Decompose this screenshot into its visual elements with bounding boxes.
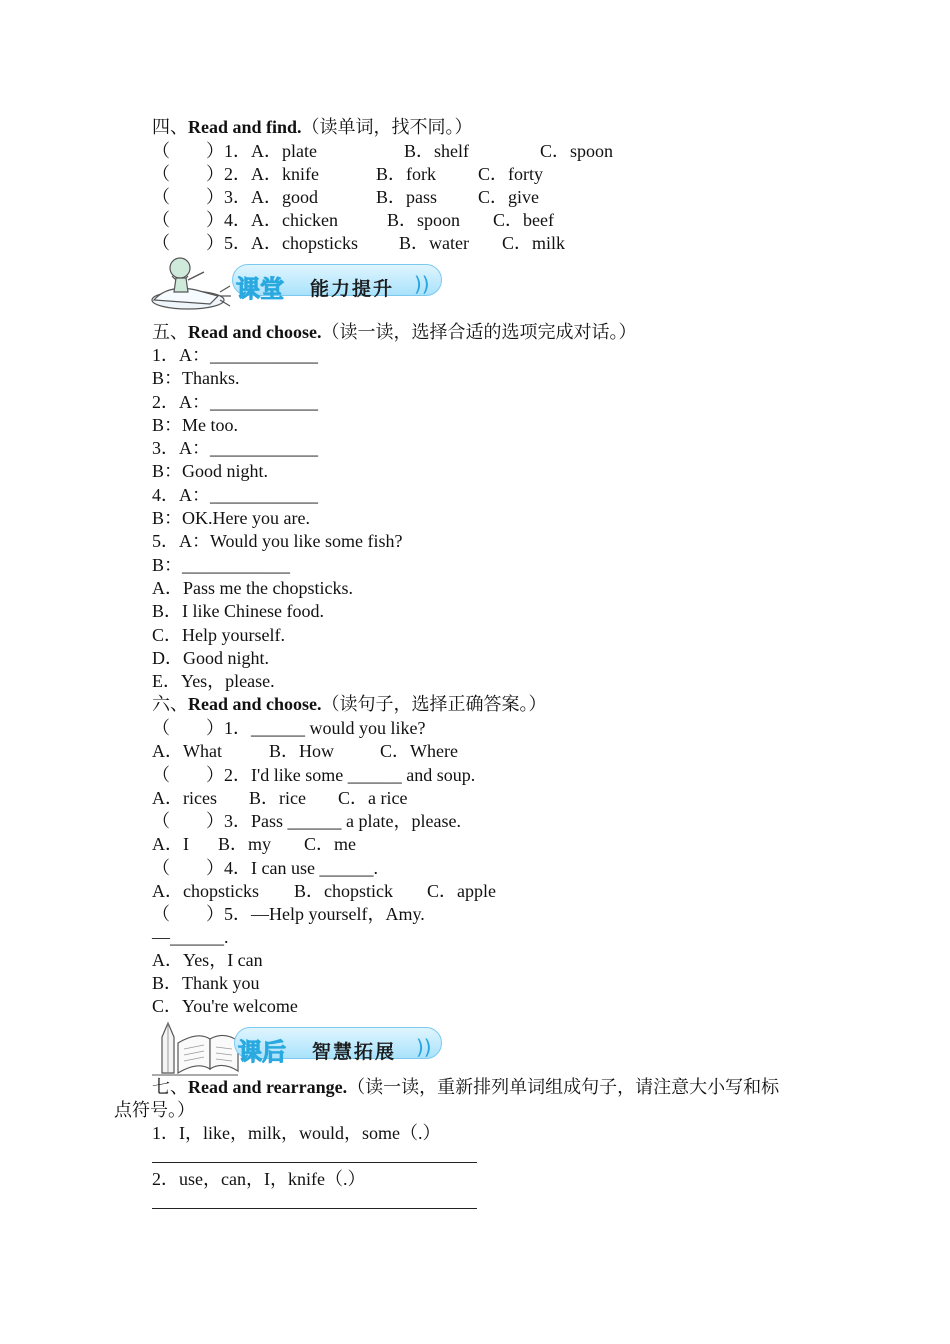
s4-row-option-c: C．spoon [540, 141, 614, 161]
section-number: 五、 [152, 322, 188, 342]
option-c: C．You're welcome [152, 996, 298, 1016]
book-pencil-icon [148, 1017, 240, 1077]
option-a: A．What [152, 741, 222, 761]
s5-option: C．Help yourself. [152, 625, 285, 645]
option-a: A．I [152, 834, 189, 854]
s7-question: 2．use，can，I，knife（.） [152, 1169, 366, 1189]
s4-row-option-c: C．milk [502, 233, 566, 253]
option-c: C．me [304, 834, 356, 854]
section-title-cn: （读句子，选择正确答案。） [321, 694, 547, 714]
section-number: 四、 [152, 117, 188, 137]
s4-row-option-c: C．give [478, 187, 539, 207]
answer-line[interactable] [152, 1208, 477, 1209]
s5-line: 4．A：____________ [152, 485, 318, 505]
section4-heading [152, 116, 473, 139]
answer-line[interactable] [152, 1162, 477, 1163]
s4-row-option-a: （ ）5．A．chopsticks [152, 233, 358, 253]
s4-row-option-b: B．fork [376, 164, 436, 184]
s5-line: B：Thanks. [152, 368, 240, 388]
banner-tail: )) [414, 272, 430, 296]
s6-question: （ ）3．Pass ______ a plate，please. [152, 811, 461, 831]
option-b: B．chopstick [294, 881, 393, 901]
s5-line: 2．A：____________ [152, 392, 318, 412]
section-number: 七、 [152, 1077, 188, 1097]
section5-heading [152, 321, 637, 344]
s5-line: B：Good night. [152, 461, 269, 481]
option-b: B．Thank you [152, 973, 260, 993]
option-c: C．Where [380, 741, 458, 761]
section-title-cn: （读一读，重新排列单词组成句子，请注意大小写和标 [347, 1077, 780, 1097]
section-title-cn: （读一读，选择合适的选项完成对话。） [321, 322, 637, 342]
option-c: C．apple [427, 881, 496, 901]
section-title-cn-continued: 点符号。） [114, 1100, 195, 1120]
banner-big-text: 课堂 [236, 275, 284, 303]
option-b: B．How [269, 741, 335, 761]
airplane-kid-icon [148, 254, 232, 316]
option-b: B．rice [249, 788, 306, 808]
s5-line: B：Me too. [152, 415, 239, 435]
s4-row-option-b: B．pass [376, 187, 438, 207]
banner-big-text: 课后 [238, 1038, 286, 1066]
s5-line: 3．A：____________ [152, 438, 318, 458]
s6-question: （ ）1．______ would you like? [152, 718, 426, 738]
s7-question: 1．I，like，milk，would，some（.） [152, 1123, 441, 1143]
s6-question: （ ）4．I can use ______. [152, 858, 378, 878]
option-b: B．my [218, 834, 272, 854]
s5-line: B：OK.Here you are. [152, 508, 310, 528]
s4-row-option-c: C．beef [493, 210, 554, 230]
s5-line: 5．A：Would you like some fish? [152, 531, 403, 551]
s5-option: A．Pass me the chopsticks. [152, 578, 353, 598]
section-title-cn: （读单词，找不同。） [301, 117, 473, 137]
s6-question: （ ）5．—Help yourself，Amy. [152, 904, 425, 924]
section6-heading [152, 693, 547, 716]
section-title-en: Read and choose. [188, 694, 322, 714]
section-number: 六、 [152, 694, 188, 714]
classroom-banner [148, 254, 448, 316]
s4-row-option-a: （ ）3．A．good [152, 187, 318, 207]
s4-row-option-a: （ ）1．A．plate [152, 141, 317, 161]
s4-row-option-b: B．water [399, 233, 469, 253]
s4-row-option-c: C．forty [478, 164, 543, 184]
option-c: C．a rice [338, 788, 408, 808]
s5-option: D．Good night. [152, 648, 269, 668]
section-title-en: Read and rearrange. [188, 1077, 348, 1097]
after-class-banner [148, 1017, 448, 1079]
banner-tail: )) [416, 1035, 432, 1059]
option-a: A．rices [152, 788, 217, 808]
s4-row-option-b: B．shelf [404, 141, 469, 161]
option-a: A．chopsticks [152, 881, 259, 901]
s5-line: B：____________ [152, 555, 291, 575]
section7-heading [152, 1076, 779, 1099]
s6-reply: —______. [152, 927, 229, 947]
s4-row-option-a: （ ）4．A．chicken [152, 210, 338, 230]
s6-question: （ ）2．I'd like some ______ and soup. [152, 765, 476, 785]
section-title-en: Read and choose. [188, 322, 322, 342]
s5-option: B．I like Chinese food. [152, 601, 324, 621]
section-title-en: Read and find. [188, 117, 302, 137]
banner-small-text: 能力提升 [310, 278, 395, 300]
option-a: A．Yes，I can [152, 950, 263, 970]
s5-line: 1．A：____________ [152, 345, 318, 365]
s4-row-option-a: （ ）2．A．knife [152, 164, 319, 184]
banner-small-text: 智慧拓展 [312, 1041, 397, 1063]
s4-row-option-b: B．spoon [387, 210, 461, 230]
s5-option: E．Yes，please. [152, 671, 275, 691]
